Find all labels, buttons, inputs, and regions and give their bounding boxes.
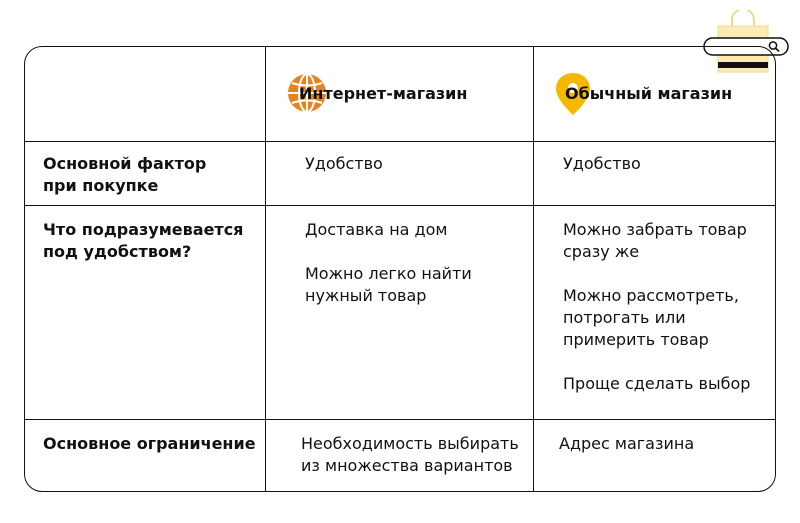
cell-text: Можно рассмотреть, потрогать или примерить товар — [563, 286, 739, 349]
column-divider — [533, 47, 534, 491]
cell-text: Необходимость выбирать из множества вариантов — [301, 434, 519, 475]
cell-text: Проще сделать выбор — [563, 374, 751, 393]
row-divider — [25, 141, 775, 142]
column-header-online-label: Интернет-магазин — [299, 83, 468, 103]
column-header-offline — [553, 71, 732, 115]
online-main-limitation — [301, 433, 529, 492]
row-label-main-factor: Основной фактор при покупке — [43, 154, 207, 195]
online-convenience — [305, 219, 505, 329]
offline-main-factor — [563, 153, 773, 197]
row-divider — [25, 419, 775, 420]
cell-text: Удобство — [305, 154, 383, 173]
cell-text: Адрес магазина — [559, 434, 695, 453]
row-label-main-limitation: Основное ограничение — [43, 434, 256, 453]
row-divider — [25, 205, 775, 206]
column-header-offline-label: Обычный магазин — [565, 83, 733, 103]
offline-convenience — [563, 219, 773, 417]
column-divider — [265, 47, 266, 491]
cell-text: Можно легко найти нужный товар — [305, 264, 472, 305]
online-main-factor — [305, 153, 525, 197]
cell-text: Доставка на дом — [305, 220, 448, 239]
cell-text: Удобство — [563, 154, 641, 173]
column-header-online — [287, 71, 467, 115]
offline-main-limitation — [559, 433, 769, 477]
cell-text: Можно забрать товар сразу же — [563, 220, 747, 261]
comparison-table — [24, 46, 776, 492]
row-label-convenience: Что подразумевается под удобством? — [43, 220, 244, 261]
